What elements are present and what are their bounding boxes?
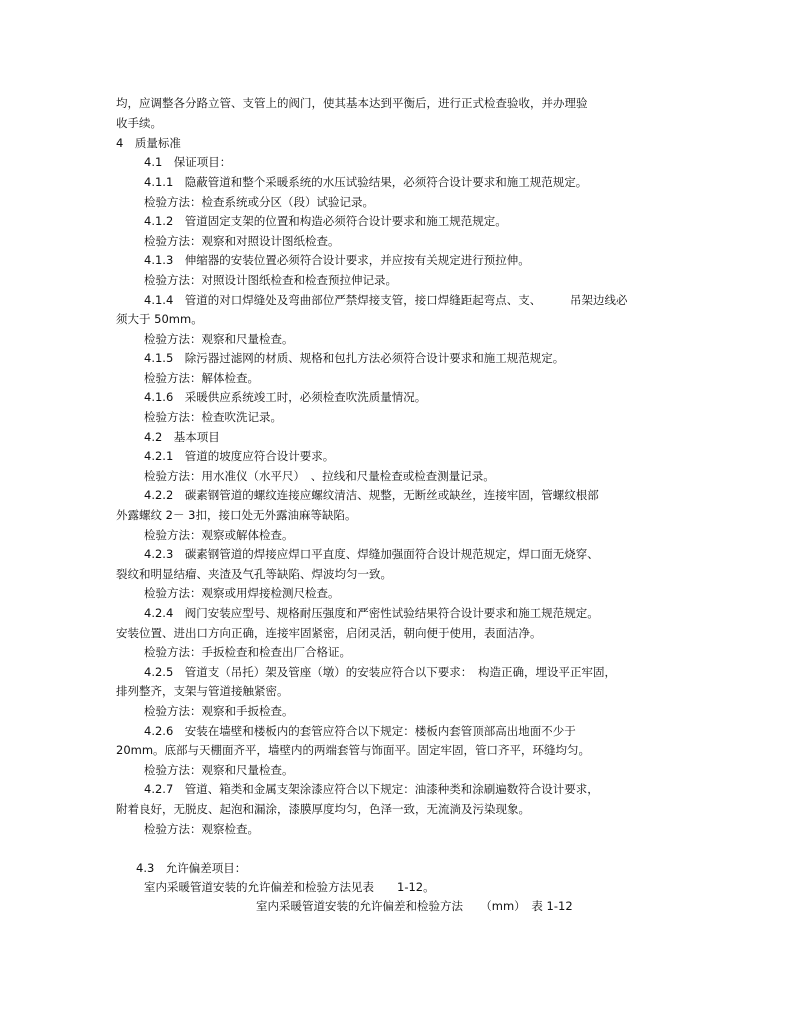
text-line: 检验方法：观察和手扳检查。 xyxy=(144,704,294,718)
text-line: 检验方法：检查系统或分区（段）试验记录。 xyxy=(144,195,374,209)
text-line: 检验方法：观察或用焊接检测尺检查。 xyxy=(144,586,340,600)
subsection-heading: 4.2 基本项目 xyxy=(144,430,220,444)
text-line: 安装位置、进出口方向正确，连接牢固紧密，启闭灵活，朝向便于使用，表面洁净。 xyxy=(116,626,542,640)
text-line: 检验方法：观察和尺量检查。 xyxy=(144,332,294,346)
text-line: 检验方法：观察和尺量检查。 xyxy=(144,763,294,777)
text-line: 4.1.6 采暖供应系统竣工时，必须检查吹洗质量情况。 xyxy=(144,390,427,404)
text-line: 4.2.3 碳素钢管道的焊接应焊口平直度、焊缝加强面符合设计规范规定，焊口面无烧穿、 xyxy=(144,547,599,561)
text-line: 4.1.5 除污器过滤网的材质、规格和包扎方法必须符合设计要求和施工规范规定。 xyxy=(144,351,565,365)
text-line: 检验方法：观察检查。 xyxy=(144,822,259,836)
text-line: 室内采暖管道安装的允许偏差和检验方法见表 1-12。 xyxy=(144,880,435,894)
text-line: 排列整齐，支架与管道接触紧密。 xyxy=(116,684,289,698)
text-line: 须大于 50mm。 xyxy=(116,312,203,326)
text-line: 检验方法：解体检查。 xyxy=(144,371,259,385)
text-line: 检验方法：对照设计图纸检查和检查预拉伸记录。 xyxy=(144,273,397,287)
text-line: 4.2.2 碳素钢管道的螺纹连接应螺纹清洁、规整，无断丝或缺丝，连接牢固，管螺纹根部 xyxy=(144,488,599,502)
text-line: 检验方法：用水准仪（水平尺） 、拉线和尺量检查或检查测量记录。 xyxy=(144,469,495,483)
text-line: 4.1.2 管道固定支架的位置和构造必须符合设计要求和施工规范规定。 xyxy=(144,214,507,228)
text-line: 4.1.4 管道的对口焊缝处及弯曲部位严禁焊接支管，接口焊缝距起弯点、支、 吊架边线必 xyxy=(144,293,628,307)
text-line: 检验方法：手扳检查和检查出厂合格证。 xyxy=(144,645,351,659)
text-line: 4.2.4 阀门安装应型号、规格耐压强度和严密性试验结果符合设计要求和施工规范规定。 xyxy=(144,606,599,620)
text-line: 检验方法：观察和对照设计图纸检查。 xyxy=(144,234,340,248)
text-line: 4.2.6 安装在墙壁和楼板内的套管应符合以下规定：楼板内套管顶部高出地面不少于 xyxy=(144,724,576,738)
text-line: 均，应调整各分路立管、支管上的阀门，使其基本达到平衡后，进行正式检查验收，并办理验 xyxy=(116,96,588,110)
table-caption: 室内采暖管道安装的允许偏差和检验方法 （mm） 表 1-12 xyxy=(256,899,573,913)
text-line: 4.2.7 管道、箱类和金属支架涂漆应符合以下规定：油漆种类和涂刷遍数符合设计要求， xyxy=(144,782,599,796)
text-line: 收手续。 xyxy=(116,116,162,130)
text-line: 检验方法：检查吹洗记录。 xyxy=(144,410,282,424)
subsection-heading: 4.3 允许偏差项目： xyxy=(136,861,247,875)
text-line: 20mm。底部与天棚面齐平，墙壁内的两端套管与饰面平。固定牢固，管口齐平，环缝均匀。 xyxy=(116,743,591,757)
text-line: 4.1.1 隐蔽管道和整个采暖系统的水压试验结果，必须符合设计要求和施工规范规定。 xyxy=(144,175,588,189)
text-line: 外露螺纹 2－ 3扣，接口处无外露油麻等缺陷。 xyxy=(116,508,357,522)
section-heading: 4 质量标准 xyxy=(116,136,181,150)
text-line: 裂纹和明显结瘤、夹渣及气孔等缺陷、焊波均匀一致。 xyxy=(116,567,392,581)
text-line: 4.2.5 管道支（吊托）架及管座（墩）的安装应符合以下要求： 构造正确，埋设平正牢固， xyxy=(144,665,617,679)
text-line: 附着良好，无脱皮、起泡和漏涂，漆膜厚度均匀，色泽一致，无流淌及污染现象。 xyxy=(116,802,530,816)
text-line: 检验方法：观察或解体检查。 xyxy=(144,528,294,542)
subsection-heading: 4.1 保证项目： xyxy=(144,155,232,169)
text-line: 4.2.1 管道的坡度应符合设计要求。 xyxy=(144,449,335,463)
text-line: 4.1.3 伸缩器的安装位置必须符合设计要求，并应按有关规定进行预拉伸。 xyxy=(144,253,530,267)
